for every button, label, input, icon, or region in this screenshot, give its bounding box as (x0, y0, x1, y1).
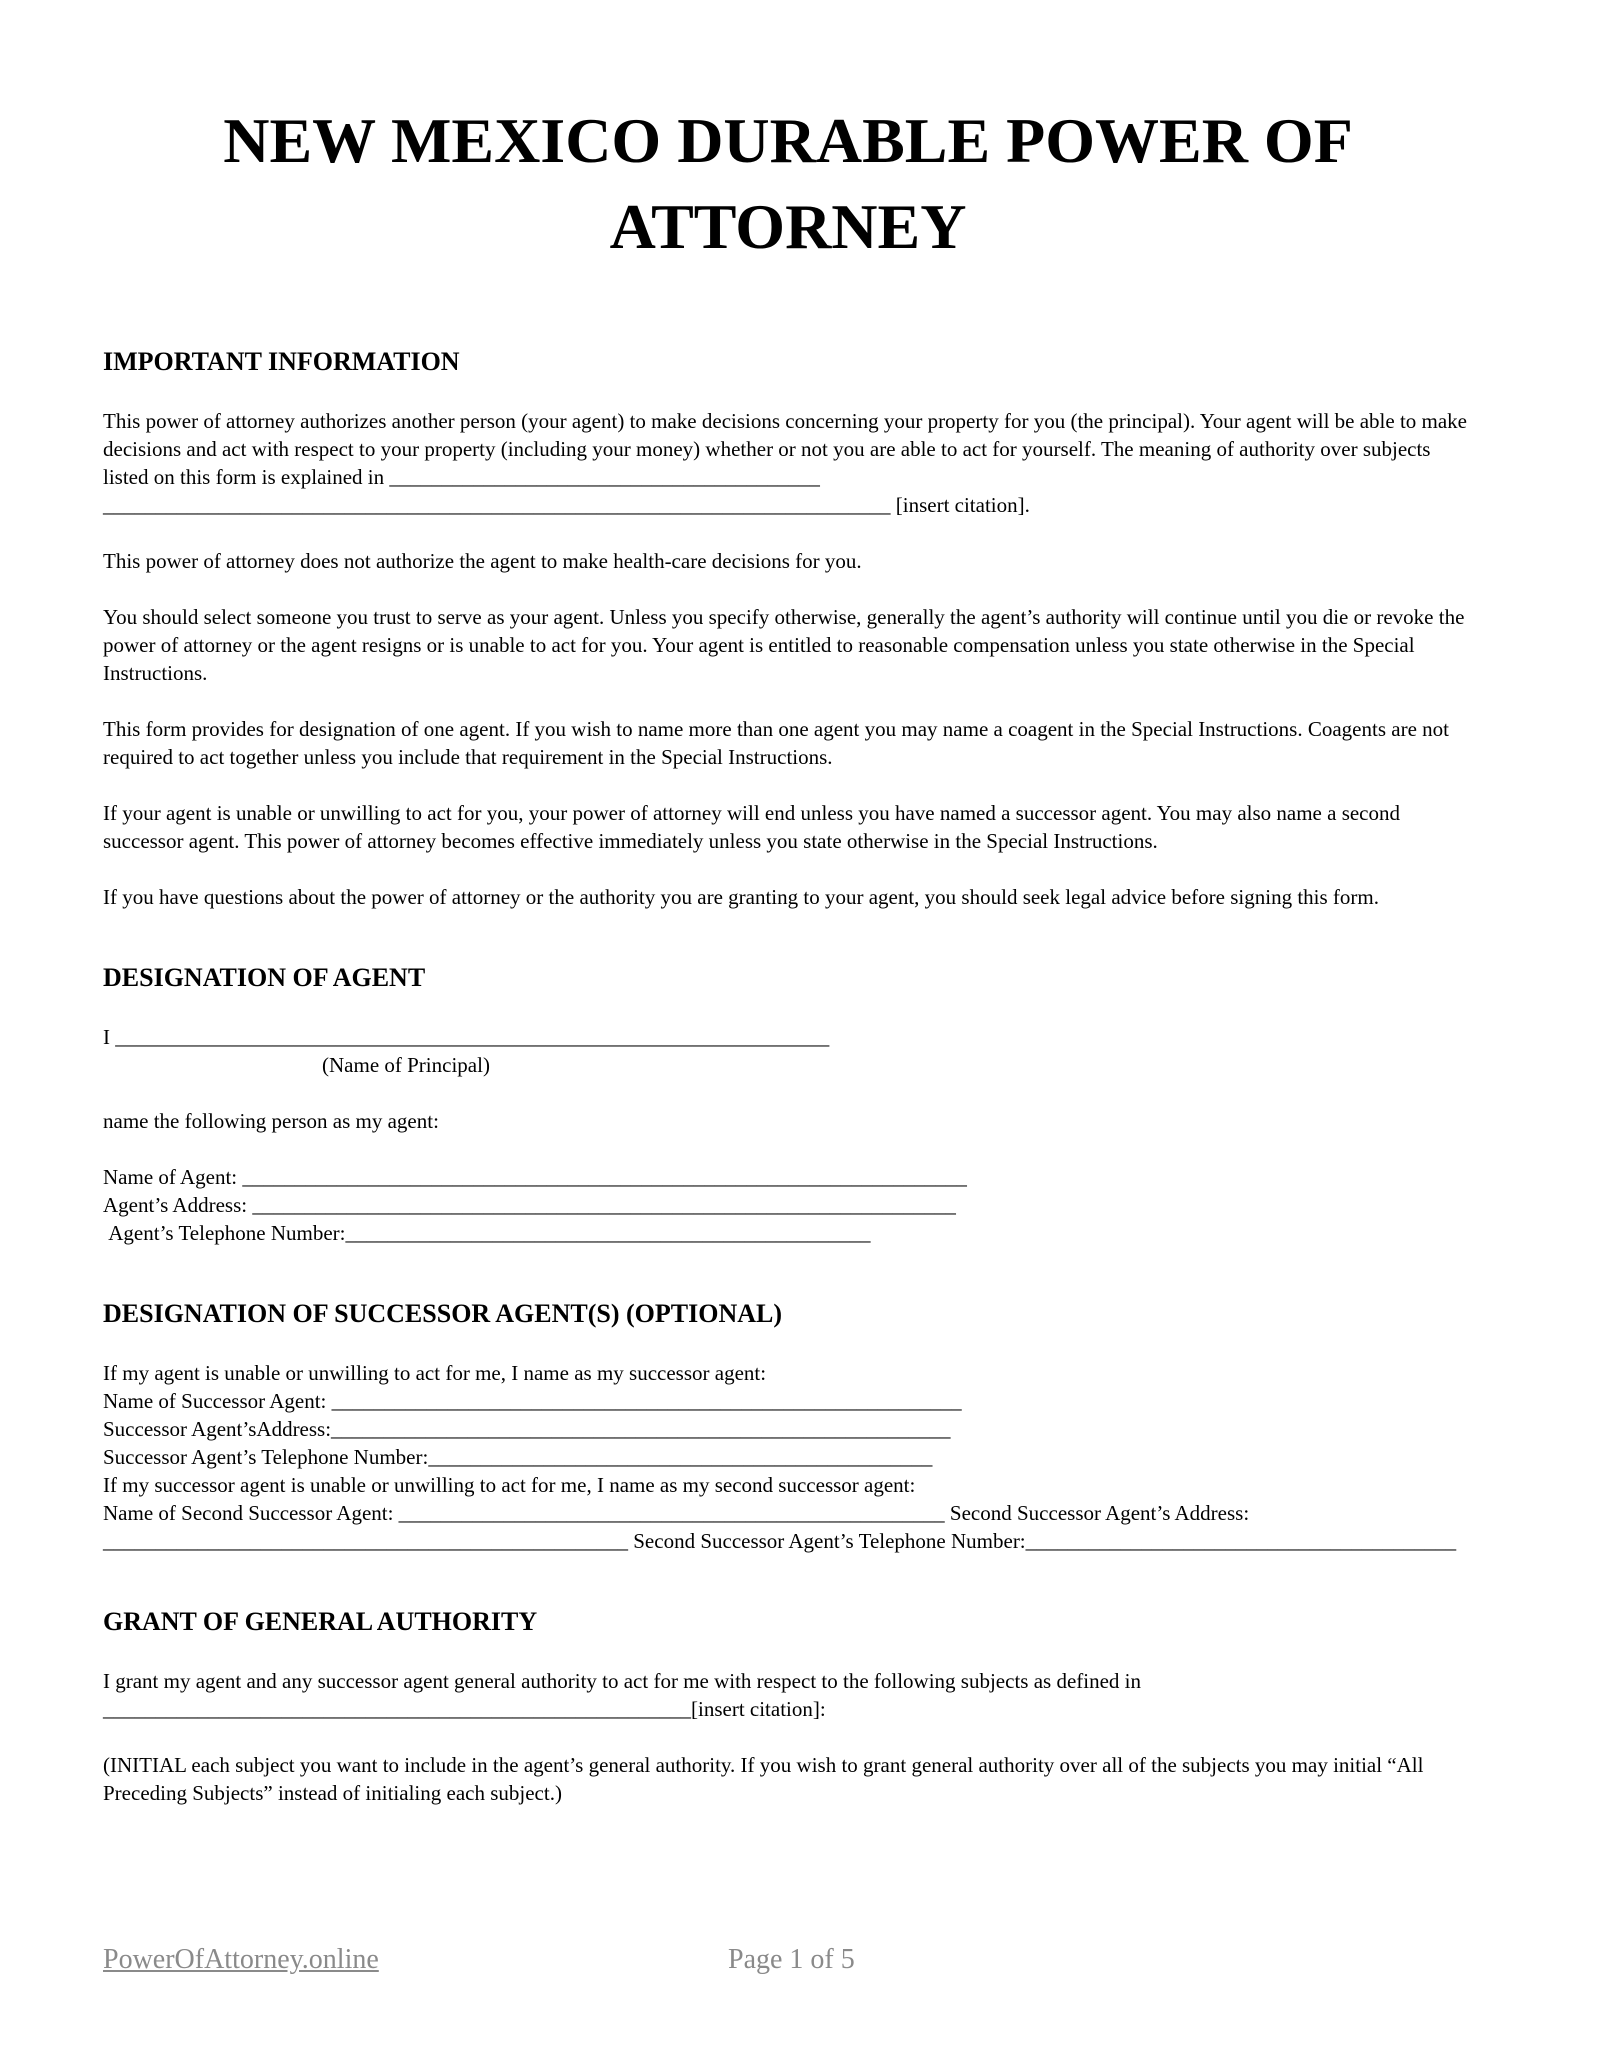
important-paragraph-successor: If your agent is unable or unwilling to act for you, your power of attorney will end unless you have named a successor agent. You may also name a second successor agent. This power of attorney becomes effective immediately unless you state otherwise in the Special Instructions. (103, 801, 1406, 853)
designation-of-successor-heading: DESIGNATION OF SUCCESSOR AGENT(S) (OPTIONAL) (103, 1299, 782, 1328)
section-designation-of-agent (103, 961, 1473, 1247)
section-grant-of-general-authority (103, 1605, 1473, 1807)
principal-name-fill-in-line: I ____________________________________________________________________ (103, 1025, 830, 1049)
important-paragraph-authority: This power of attorney authorizes another person (your agent) to make decisions concerning your property for you (the principal). Your agent will be able to make decisions and act with respect to your property (including your money) whether or not you are able to act for yourself. The meaning of authority over subjects listed on this form is explained in _________________________________________ ___________________________________________________________________________ [insert citation]. (103, 409, 1473, 517)
grant-of-general-authority-heading: GRANT OF GENERAL AUTHORITY (103, 1607, 538, 1636)
document-title: NEW MEXICO DURABLE POWER OF ATTORNEY (223, 105, 1353, 262)
second-successor-agent-intro: If my successor agent is unable or unwilling to act for me, I name as my second successor agent: (103, 1473, 916, 1497)
important-information-heading: IMPORTANT INFORMATION (103, 347, 460, 376)
agent-designation-intro: name the following person as my agent: (103, 1109, 439, 1133)
section-important-information (103, 345, 1473, 911)
important-paragraph-coagents: This form provides for designation of one agent. If you wish to name more than one agent you may name a coagent in the Special Instructions. Coagents are not required to act together unless you include that requirement in the Special Instructions. (103, 717, 1455, 769)
name-of-principal-caption: (Name of Principal) (322, 1053, 490, 1077)
field-successor-agent-address: Successor Agent’sAddress:___________________________________________________________ (103, 1417, 951, 1441)
section-designation-of-successor-agents (103, 1297, 1473, 1555)
footer-website-link[interactable]: PowerOfAttorney.online (103, 1944, 379, 1975)
footer-page-number: Page 1 of 5 (728, 1944, 855, 1975)
important-paragraph-healthcare: This power of attorney does not authorize the agent to make health-care decisions for you. (103, 549, 862, 573)
designation-of-agent-heading: DESIGNATION OF AGENT (103, 963, 426, 992)
important-paragraph-select-agent: You should select someone you trust to serve as your agent. Unless you specify otherwise, generally the agent’s authority will continue until you die or revoke the power of attorney or the agent resigns or is unable to act for you. Your agent is entitled to reasonable compensation unless you state otherwise in the Special Instructions. (103, 605, 1470, 685)
page-footer (103, 1943, 1473, 1977)
important-paragraph-legal-advice: If you have questions about the power of attorney or the authority you are granting to your agent, you should seek legal advice before signing this form. (103, 885, 1379, 909)
field-agent-telephone-number: Agent’s Telephone Number:__________________________________________________ (103, 1221, 871, 1245)
grant-initial-instructions: (INITIAL each subject you want to include in the agent’s general authority. If you wish to grant general authority over all of the subjects you may initial “All Preceding Subjects” instead of initialing each subject.) (103, 1753, 1429, 1805)
field-second-successor-agent-details: Name of Second Successor Agent: ____________________________________________________ Second Successor Agent’s Address: __________________________________________________ Second Successor Agent’s Telephone Number:_________________________________________ (103, 1501, 1457, 1553)
field-name-of-agent: Name of Agent: _____________________________________________________________________ (103, 1165, 967, 1189)
successor-agent-intro: If my agent is unable or unwilling to act for me, I name as my successor agent: (103, 1361, 767, 1385)
field-agent-address: Agent’s Address: ___________________________________________________________________ (103, 1193, 956, 1217)
grant-authority-paragraph: I grant my agent and any successor agent general authority to act for me with respect to the following subjects as defined in ________________________________________________________[insert citation]: (103, 1669, 1147, 1721)
field-name-of-successor-agent: Name of Successor Agent: ____________________________________________________________ (103, 1389, 962, 1413)
field-successor-agent-telephone: Successor Agent’s Telephone Number:________________________________________________ (103, 1445, 933, 1469)
